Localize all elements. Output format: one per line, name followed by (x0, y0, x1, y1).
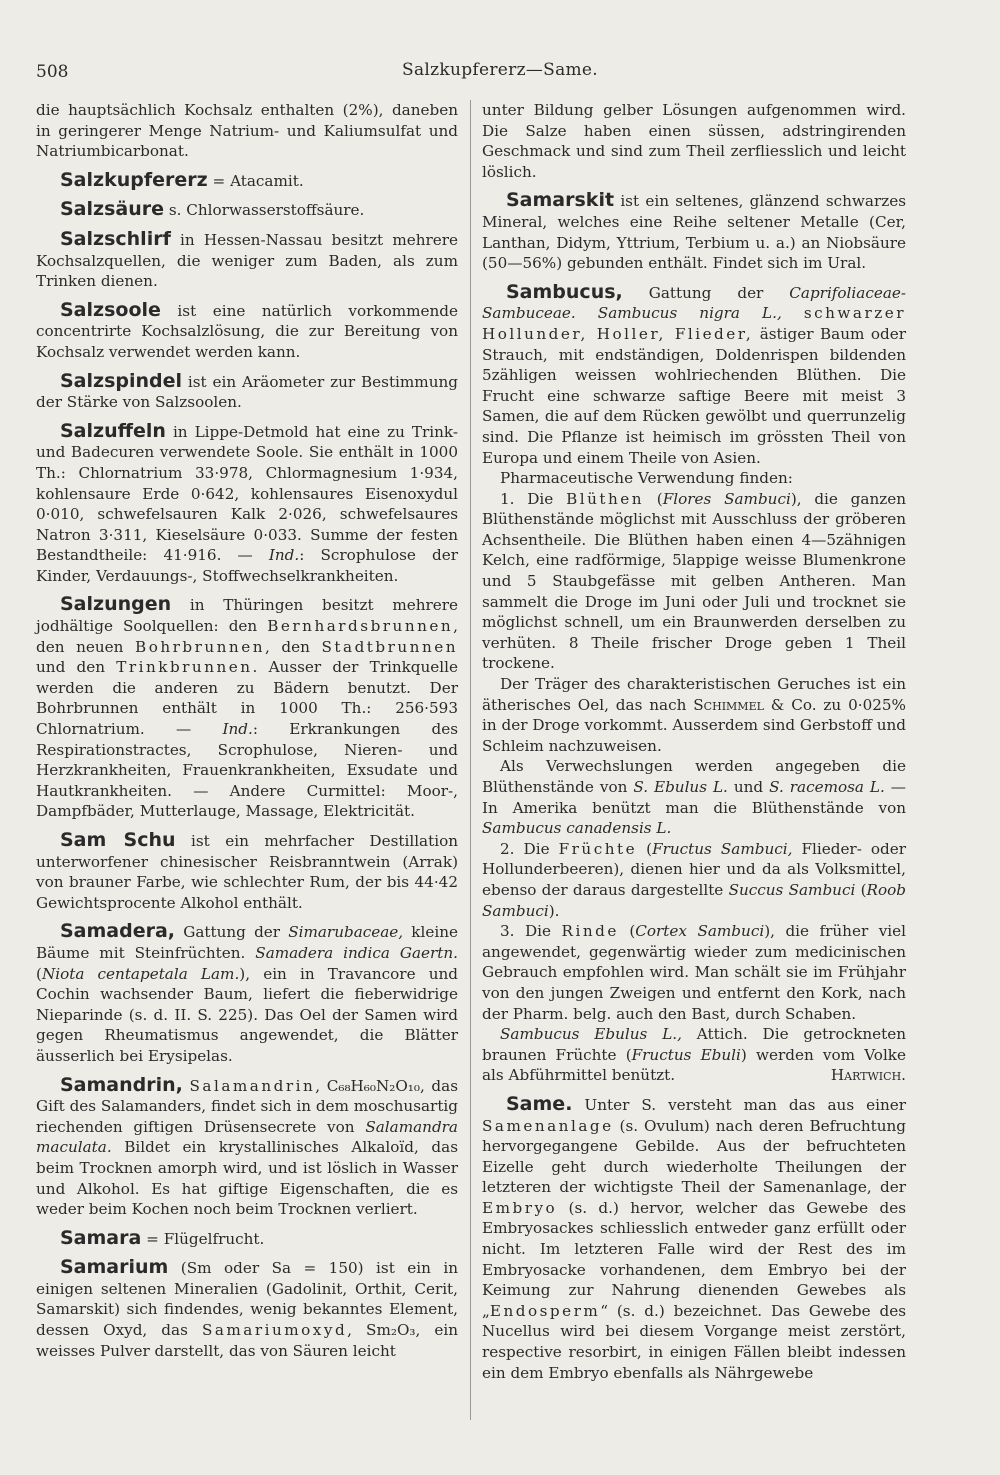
entry-spaced: Blüthen (566, 489, 645, 508)
entry-text: ), die ganzen Blüthenstände möglichst mit Ausschluss der gröberen Achsentheile. Die Blüthen haben einen 4—5zähnigen Kelch, eine radförmige, 5lappige weisse Blumenkrone und 5 Staubgefässe mit gelben Antheren. Man sammelt die Droge im Juni oder Juli und trocknet sie möglichst schnell, um ein Braunwerden derselben zu verhüten. 8 Theile frischer Droge geben 1 Theil trockene. (482, 489, 906, 673)
entry-text: Gattung der (175, 923, 289, 942)
entry-italic: Niota centapetala Lam. (41, 964, 240, 983)
paragraph-traeger (482, 674, 906, 756)
entry-text: ( (644, 489, 663, 508)
entry-text: ( (637, 839, 653, 858)
entry-sam-schu (36, 830, 458, 913)
entry-text: Als Verwechslungen werden angegeben die Blüthenstände von (482, 757, 906, 796)
entry-text: in Lippe-Detmold hat eine zu Trink- und Badecuren verwendete Soole. Sie enthält in 1000 Th.: Chlornatrium 33·978, Chlormagnesium 1·934, kohlensaure Erde 0·642, kohlensaures Eisenoxydul 0·010, schwefelsauren Kalk 2·026, schwefelsaures Natron 3·311, Kieselsäure 0·033. Summe der festen Bestandtheile: 41·916. — (36, 422, 458, 565)
column-divider (470, 100, 471, 1420)
entry-italic: Fructus Ebuli (631, 1045, 741, 1064)
entry-keyword: Same. (506, 1092, 573, 1115)
entry-keyword: Samarium (60, 1256, 169, 1279)
paragraph-ebulus (482, 1024, 906, 1086)
entry-salzspindel (36, 371, 458, 413)
entry-text (183, 1077, 190, 1095)
entry-spaced: Salamandrin (189, 1076, 316, 1095)
entry-samara (36, 1228, 458, 1250)
entry-salzsoole (36, 300, 458, 363)
entry-text: (s. d.) hervor, welcher das Gewebe des Embryosackes schliesslich entweder ganz erfüllt oder nicht. Im letzteren Falle wird der Rest des im Embryosacke vorhandenen, dem Embryo bei der Keimung zur Nahrung dienenden Gewebes als „ (482, 1198, 906, 1320)
entry-keyword: Samandrin, (60, 1073, 183, 1096)
paragraph-verwechslungen (482, 756, 906, 838)
paragraph-continuation: die hauptsächlich Kochsalz enthalten (2%), daneben in geringerer Menge Natrium- und Kaliumsulfat und Natriumbicarbonat. (36, 101, 458, 161)
author-signature: Hartwich. (830, 1066, 906, 1085)
paragraph-fructus (482, 839, 906, 921)
entry-text: 2. Die (500, 839, 559, 858)
entry-text: ), ein in Travancore und Cochin wachsender Baum, liefert die fieberwidrige Nieparinde (s. d. II. S. 225). Das Oel der Samen wird gegen Rheumatismus angewendet, die Blätter äusserlich bei Erysipelas. (36, 964, 459, 1065)
entry-keyword: Samara (60, 1226, 142, 1249)
entry-text: ), die früher viel angewendet, gegenwärtig wieder zum medicinischen Gebrauch empfohlen wird. Man schält sie im Frühjahr von den jungen Zweigen und entfernt den Kork, nach der Pharm. belg. auch den Bast, durch Schaben. (482, 922, 906, 1023)
entry-spaced: Rinde (561, 922, 619, 941)
paragraph-cortex (482, 921, 906, 1024)
entry-italic: Cortex Sambuci (635, 922, 765, 941)
entry-spaced: schwarzer Hollunder, Holler, Flieder, (482, 304, 906, 343)
entry-italic: Roob Sambuci (482, 880, 906, 920)
entry-text: 3. Die (500, 922, 562, 941)
entry-text: : Erkrankungen des Respirationstractes, Scrophulose, Nieren- und Herzkrankheiten, Frauenkrankheiten, Exsudate und Hautkrankheiten. — Andere Curmittel: Moor-, Dampfbäder, Mutterlauge, Massage, Elektricität. (36, 720, 458, 821)
entry-samarskit (482, 190, 906, 273)
entry-smallcaps: Schimmel (693, 695, 764, 714)
entry-keyword: Salzsoole (60, 298, 161, 321)
entry-text: Attich. Die getrockneten braunen Früchte ( (482, 1025, 906, 1064)
entry-text: ( (36, 964, 42, 983)
entry-italic: Ind. (222, 720, 253, 739)
entry-text: s. Chlorwasserstoffsäure. (164, 201, 365, 220)
entry-spaced: Bohrbrunnen (135, 637, 265, 656)
entry-text: Unter S. versteht man das aus einer (572, 1095, 906, 1114)
entry-text: ästiger Baum oder Strauch, mit endständigen, Doldenrispen bildenden 5zähligen weissen wohlriechenden Blüthen. Die Frucht eine schwarze saftige Beere mit meist 3 Samen, die auf dem Rücken gewölbt und querrunzelig sind. Die Pflanze ist heimisch im grössten Theil von Europa und einem Theile von Asien. (482, 324, 906, 467)
paragraph-continuation: unter Bildung gelber Lösungen aufgenommen wird. Die Salze haben einen süssen, adstringirenden Geschmack und sind zum Theil zerfliesslich und leicht löslich. (482, 101, 906, 181)
entry-text: in Thüringen besitzt mehrere jodhältige Soolquellen: den (36, 596, 458, 636)
entry-text: ist eine natürlich vorkommende concentrirte Kochsalzlösung, die zur Bereitung von Kochsalz verwendet werden kann. (36, 301, 458, 361)
entry-text: . Ausser der Trinkquelle werden die anderen zu Bädern benutzt. Der Bohrbrunnen enthält in 1000 Th.: 256·593 Chlornatrium. — (36, 658, 459, 739)
entry-text: , den (264, 637, 322, 656)
entry-text: , den neuen (36, 617, 458, 656)
entry-spaced: Embryo (482, 1198, 558, 1217)
left-column (36, 100, 458, 1361)
entry-text: — In Amerika benützt man die Blüthenstände von (482, 778, 906, 817)
entry-salzsaeure (36, 199, 458, 221)
paragraph-pharm: Pharmaceutische Verwendung finden: (500, 469, 793, 488)
entry-salzungen (36, 594, 458, 822)
entry-salzuffeln (36, 421, 458, 587)
entry-text: = Flügelfrucht. (141, 1229, 265, 1248)
entry-text: kleine Bäume mit Steinfrüchten. (36, 923, 458, 962)
entry-text: Der Träger des charakteristischen Geruches ist ein ätherisches Oel, das nach (482, 675, 906, 714)
entry-italic: S. Ebulus L. (633, 778, 728, 796)
right-column (482, 100, 906, 1383)
entry-sambucus (482, 282, 906, 468)
entry-keyword: Salzschlirf (60, 227, 171, 250)
entry-keyword: Salzkupfererz (60, 168, 208, 191)
entry-keyword: Salzuffeln (60, 419, 166, 442)
entry-text: (Sm oder Sa = 150) ist ein in einigen seltenen Mineralien (Gadolinit, Orthit, Cerit, Samarskit) sich findendes, wenig bekanntes Element, dessen Oxyd, das (36, 1259, 458, 1340)
entry-text: & Co. zu 0·025% in der Droge vorkommt. Ausserdem sind Gerbstoff und Schleim nachzuweisen. (482, 695, 906, 755)
entry-spaced: Stadtbrunnen (321, 637, 458, 656)
entry-italic: Simarubaceae, (288, 923, 404, 942)
entry-text: , C₆₈H₆₀N₂O₁₀, das Gift des Salamanders, findet sich in dem moschusartig riechenden giftigen Drüsensecrete von (36, 1076, 458, 1136)
entry-italic: Samadera indica Gaertn. (255, 943, 458, 962)
entry-text: und (727, 778, 770, 796)
running-title: Salzkupfererz—Same. (402, 60, 598, 80)
entry-italic: Sambucus Ebulus L., (500, 1025, 682, 1044)
entry-keyword: Samarskit (506, 189, 615, 212)
entry-italic: Ind. (268, 546, 300, 565)
entry-samadera (36, 921, 458, 1066)
entry-text: ( (618, 922, 636, 941)
entry-text: Gattung der (622, 283, 790, 302)
entry-spaced: Samariumoxyd (201, 1321, 348, 1340)
entry-text: und den (36, 658, 117, 677)
entry-keyword: Sambucus, (506, 280, 623, 303)
entry-text: in Hessen-Nassau besitzt mehrere Kochsalzquellen, die weniger zum Baden, als zum Trinken dienen. (36, 230, 458, 291)
page-number: 508 (36, 62, 69, 82)
entry-italic: Flores Sambuci (662, 489, 791, 508)
entry-spaced: Früchte (558, 839, 638, 858)
entry-spaced: Samenanlage (482, 1116, 614, 1135)
entry-keyword: Sam Schu (60, 829, 176, 851)
entry-text: : Scrophulose der Kinder, Verdauungs-, Stoffwechselkrankheiten. (36, 546, 459, 585)
entry-text (782, 304, 804, 322)
entry-text: Bildet ein krystallinisches Alkaloïd, das beim Trocknen amorph wird, und ist löslich in Wasser und Alkohol. Es hat giftige Eigenschaften, die es weder beim Kochen noch beim Trocknen verliert. (36, 1138, 458, 1219)
entry-text: 1. Die (500, 489, 567, 508)
entry-text: ) werden vom Volke als Abführmittel benützt. (482, 1045, 906, 1085)
entry-italic: Salamandra maculata. (36, 1117, 458, 1157)
entry-text: (s. Ovulum) nach deren Befruchtung hervorgegangene Gebilde. Aus der befruchteten Eizelle geht durch wiederholte Theilungen der letzteren der wichtigste Theil der Samenanlage, der (482, 1116, 906, 1197)
entry-text: = Atacamit. (207, 171, 304, 190)
entry-samandrin (36, 1075, 458, 1220)
entry-text: Flieder- oder Hollunderbeeren), dienen hier und da als Volksmittel, ebenso der daraus dargestellte (482, 839, 906, 899)
entry-spaced: Endosperm (489, 1301, 601, 1320)
entry-text: ( (855, 880, 867, 899)
entry-italic: Sambucus canadensis L. (482, 819, 672, 838)
entry-text: , Sm₂O₃, ein weisses Pulver darstellt, das von Säuren leicht (36, 1321, 458, 1360)
entry-italic: Succus Sambuci (728, 880, 856, 899)
entry-keyword: Salzspindel (60, 369, 183, 392)
entry-salzkupfererz (36, 170, 458, 192)
entry-keyword: Salzsäure (60, 198, 164, 221)
entry-italic: Caprifoliaceae-Sambuceae. Sambucus nigra L., (482, 283, 906, 323)
entry-text: ist ein Aräometer zur Bestimmung der Stärke von Salzsoolen. (36, 372, 458, 412)
entry-italic: Fructus Sambuci, (652, 839, 793, 858)
paragraph-flores (482, 489, 906, 674)
entry-salzschlirf (36, 229, 458, 292)
entry-samarium (36, 1257, 458, 1361)
entry-text: ). (548, 901, 560, 920)
entry-keyword: Samadera, (60, 920, 176, 943)
entry-keyword: Salzungen (60, 593, 172, 616)
entry-spaced: Trinkbrunnen (116, 658, 253, 677)
entry-text: ist ein seltenes, glänzend schwarzes Mineral, welches eine Reihe seltener Metalle (Cer, Lanthan, Didym, Yttrium, Terbium u. a.) an Niobsäure (50—56%) gebunden enthält. Findet sich im Ural. (482, 192, 906, 273)
entry-spaced: Bernhardsbrunnen (267, 617, 454, 636)
entry-text: ist ein mehrfacher Destillation unterworfener chinesischer Reisbranntwein (Arrak) von brauner Farbe, wie schlechter Rum, der bis 44·42 Gewichtsprocente Alkohol enthält. (36, 832, 458, 912)
entry-text: “ (s. d.) bezeichnet. Das Gewebe des Nucellus wird bei diesem Vorgange meist zerstört, respective resorbirt, in einigen Fällen bleibt indessen ein dem Embryo ebenfalls als Nährgewebe (482, 1301, 906, 1382)
entry-italic: S. racemosa L. (769, 778, 885, 796)
entry-same (482, 1094, 906, 1383)
